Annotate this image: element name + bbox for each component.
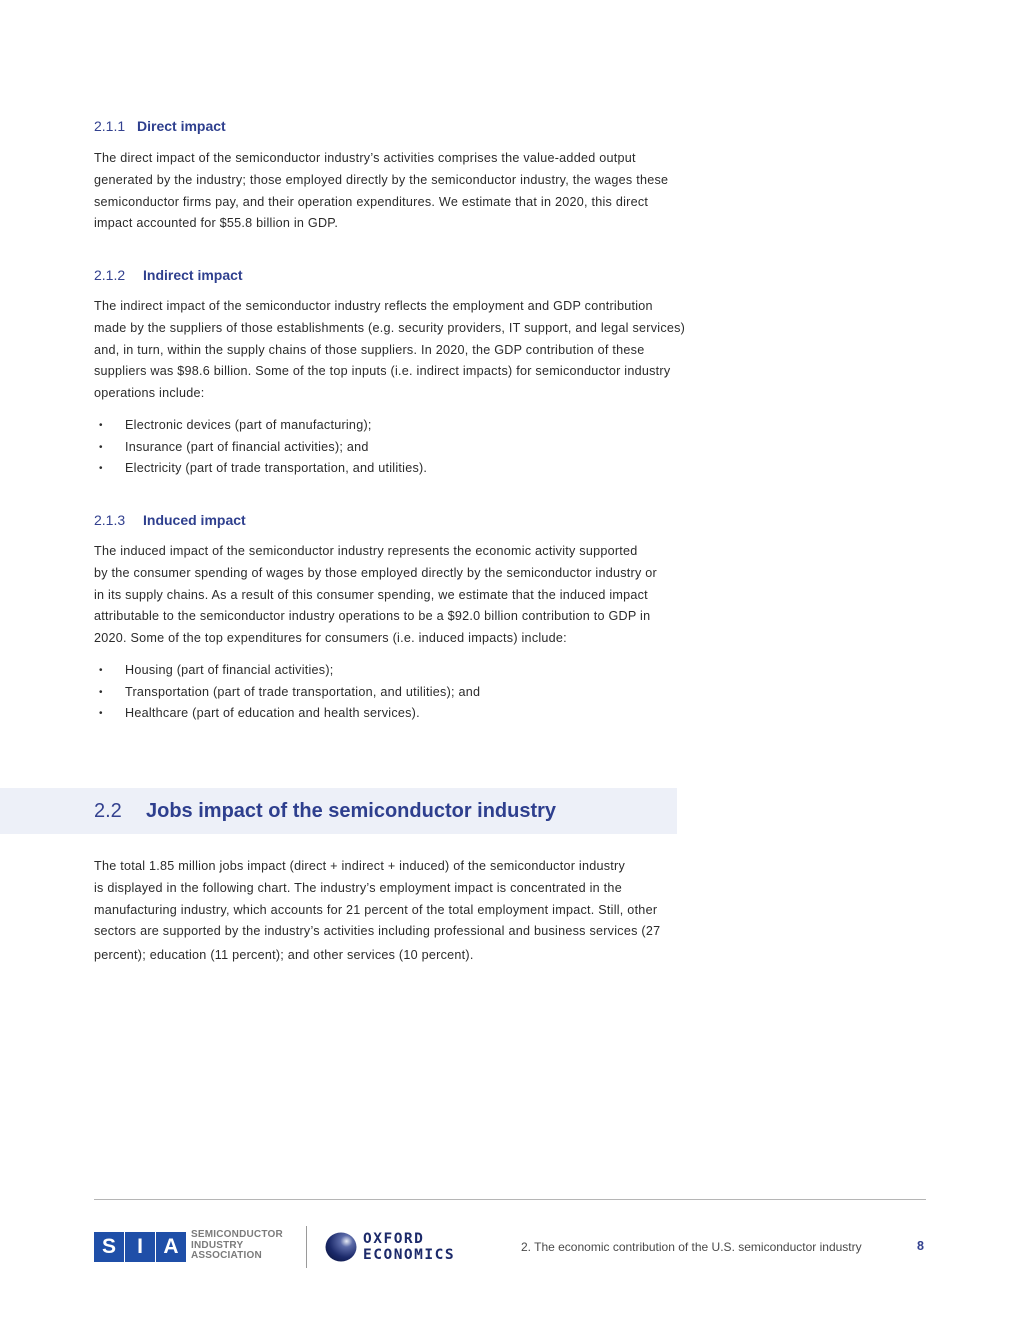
induced-impact-paragraph [94, 541, 784, 650]
bullet-icon: • [99, 686, 103, 698]
paragraph-line: The induced impact of the semiconductor industry represents the economic activity supported [94, 544, 638, 558]
sia-logo-text: SEMICONDUCTOR INDUSTRY ASSOCIATION [191, 1229, 283, 1261]
sia-logo-letter: I [125, 1232, 155, 1262]
paragraph-line: by the consumer spending of wages by those employed directly by the semiconductor industry or [94, 565, 657, 580]
section-number: 2.2 [94, 800, 122, 822]
section-number: 2.1.2 [94, 267, 126, 283]
sia-logo [94, 1232, 187, 1262]
bullet-icon: • [99, 463, 103, 475]
list-item: • Electronic devices (part of manufacturing); [94, 415, 784, 437]
oxford-globe-icon [325, 1232, 357, 1262]
paragraph-line: impact accounted for $55.8 billion in GDP. [94, 216, 339, 231]
paragraph-line: The total 1.85 million jobs impact (direct + indirect + induced) of the semiconductor industry [94, 859, 625, 873]
indirect-impact-list [94, 415, 784, 480]
section-title: Indirect impact [143, 267, 243, 283]
section-heading-direct-impact [94, 118, 226, 134]
list-item: • Healthcare (part of education and health services). [94, 703, 784, 725]
list-item: • Housing (part of financial activities); [94, 660, 784, 682]
paragraph-line: generated by the industry; those employed directly by the semiconductor industry, the wages these [94, 172, 669, 187]
oxford-economics-logo: OXFORD ECONOMICS [363, 1231, 456, 1263]
bullet-icon: • [99, 708, 103, 720]
paragraph-line: percent); education (11 percent); and other services (10 percent). [94, 948, 474, 963]
section-number: 2.1.1 [94, 118, 126, 134]
jobs-impact-paragraph [94, 856, 784, 967]
section-title: Direct impact [137, 118, 226, 134]
list-item: • Transportation (part of trade transportation, and utilities); and [94, 682, 784, 704]
direct-impact-paragraph [94, 148, 784, 235]
page-number: 8 [917, 1239, 924, 1253]
paragraph-line: and, in turn, within the supply chains of those suppliers. In 2020, the GDP contribution of these [94, 342, 645, 357]
sia-logo-letter: S [94, 1232, 124, 1262]
paragraph-line: operations include: [94, 386, 205, 401]
induced-impact-list [94, 660, 784, 725]
paragraph-line: The direct impact of the semiconductor industry’s activities comprises the value-added output [94, 151, 636, 165]
paragraph-line: sectors are supported by the industry’s activities including professional and business services (27 [94, 924, 661, 939]
bullet-icon: • [99, 665, 103, 676]
paragraph-line: suppliers was $98.6 billion. Some of the top inputs (i.e. indirect impacts) for semiconductor industry [94, 364, 671, 379]
footer-chapter-title: 2. The economic contribution of the U.S. semiconductor industry [521, 1240, 862, 1254]
list-item: • Electricity (part of trade transportation, and utilities). [94, 458, 784, 480]
footer-divider [94, 1199, 926, 1200]
paragraph-line: made by the suppliers of those establishments (e.g. security providers, IT support, and legal services) [94, 320, 686, 335]
sia-logo-letter: A [156, 1232, 186, 1262]
indirect-impact-paragraph [94, 296, 784, 405]
paragraph-line: in its supply chains. As a result of this consumer spending, we estimate that the induced impact [94, 587, 648, 602]
paragraph-line: is displayed in the following chart. The industry’s employment impact is concentrated in the [94, 880, 622, 895]
section-title: Induced impact [143, 512, 246, 528]
section-heading-induced-impact [94, 512, 246, 528]
bullet-icon: • [99, 420, 103, 431]
list-item: • Insurance (part of financial activities); and [94, 437, 784, 459]
paragraph-line: semiconductor firms pay, and their operation expenditures. We estimate that in 2020, this direct [94, 194, 649, 209]
paragraph-line: The indirect impact of the semiconductor industry reflects the employment and GDP contribution [94, 299, 653, 313]
logo-divider [306, 1226, 307, 1268]
paragraph-line: manufacturing industry, which accounts for 21 percent of the total employment impact. Still, other [94, 902, 658, 917]
paragraph-line: 2020. Some of the top expenditures for consumers (i.e. induced impacts) include: [94, 631, 567, 646]
section-heading-indirect-impact [94, 267, 243, 283]
paragraph-line: attributable to the semiconductor industry operations to be a $92.0 billion contribution to GDP in [94, 609, 651, 624]
section-number: 2.1.3 [94, 512, 126, 528]
section-title: Jobs impact of the semiconductor industry [146, 800, 557, 822]
section-banner-jobs-impact [0, 788, 677, 834]
bullet-icon: • [99, 441, 103, 453]
